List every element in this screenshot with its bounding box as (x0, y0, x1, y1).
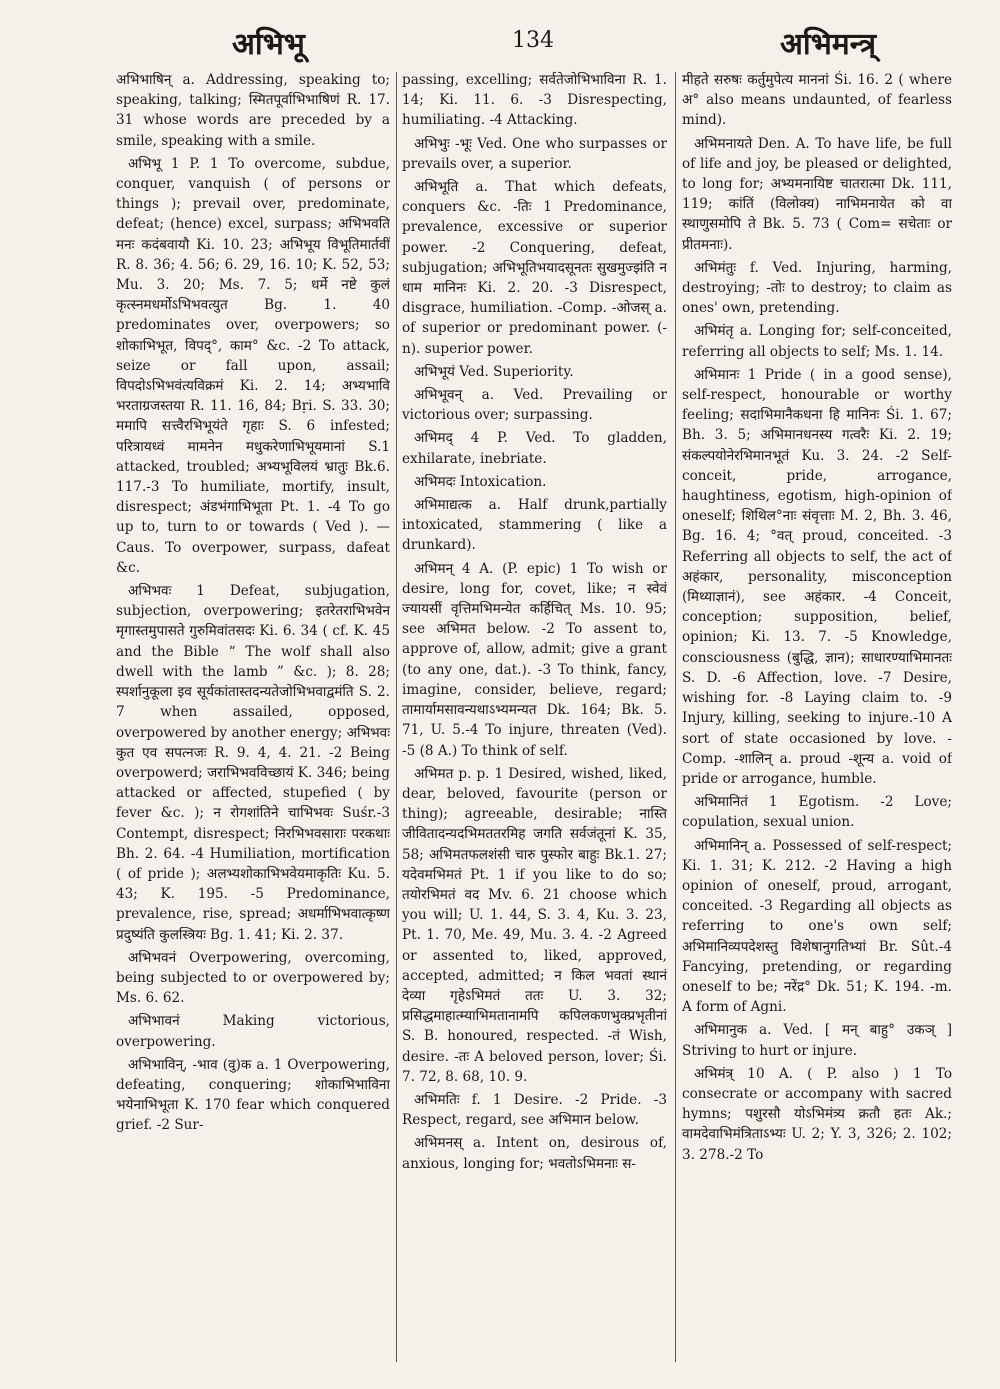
dictionary-entry: अभिमन् 4 A. (P. epic) 1 To wish or desire, long for, covet, like; न स्वेवं ज्यायसीं वृत्तिमभिमन्येत कर्हिचित् Ms. 10. 95; see अभिमत below. -2 To assent to, approve of, allow, admit; give a grant (to any one, dat.). -3 To think, fancy, imagine, consider, believe, regard; तामार्यामसावन्यथाऽभ्यमन्यत Dk. 164; Bk. 5. 71, U. 5.-4 To injure, threaten (Ved). -5 (8 A.) To think of self. (402, 560, 667, 759)
dictionary-entry: अभिभाषिन् a. Addressing, speaking to; speaking, talking; स्मितपूर्वाभिभाषिणं R. 17. 31 whose words are preceded by a smile, speaking with a smile. (116, 72, 390, 149)
dictionary-entry: अभिमतिः f. 1 Desire. -2 Pride. -3 Respect, regard, see अभिमान below. (402, 1091, 667, 1129)
dictionary-entry: अभिमत p. p. 1 Desired, wished, liked, dear, beloved, favourite (person or thing); agreeable, desirable; नास्ति जीवितादन्यदभिमततरमिह जगति सर्वजंतूनां K. 35, 58; अभिमतफलशंसी चारु पुस्फोर बाहुः Bk.1. 27; यदेवमभिमतं Pt. 1 if you like to do so; तयोरभिमतं वद Mv. 6. 21 choose which you will; U. 1. 44, S. 3. 4, Ku. 3. 23, Pt. 1. 70, Me. 49, Mu. 3. 4. -2 Agreed or assented to, liked, approved, accepted, admitted; न किल भवतां स्थानं देव्या गृहेऽभिमतं ततः U. 3. 32; प्रसिद्धमाहात्म्याभिमतानामपि कपिलकणभुक्प्रभृतीनां S. B. honoured, respected. -तं Wish, desire. -तः A beloved person, lover; Śi. 7. 72, 8. 68, 10. 9. (402, 765, 667, 1085)
dictionary-entry: passing, excelling; सर्वतेजोभिभाविना R. 1. 14; Ki. 11. 6. -3 Disrespecting, humiliating. -4 Attacking. (402, 72, 667, 129)
column-2 (402, 70, 667, 1370)
dictionary-entry: अभिभवनं Overpowering, overcoming, being subjected to or overpowered by; Ms. 6. 62. (116, 949, 390, 1007)
column-rule (675, 72, 676, 1362)
dictionary-entry: अभिमदः Intoxication. (414, 473, 547, 490)
dictionary-entry: अभिभू 1 P. 1 To overcome, subdue, conquer, vanquish ( of persons or things ); prevail over, predominate, defeat; (hence) excel, surpass; अभिभवति मनः कदंबवायौ Ki. 10. 23; अभिभूय विभूतिमार्तवीं R. 8. 36; 4. 56; 6. 29, 16. 10; K. 52, 53; Mu. 3. 20; Ms. 7. 5; धर्मे नष्टे कुलं कृत्स्नमधर्मोऽभिभवत्युत Bg. 1. 40 predominates over, overpowers; so शोकाभिभूत, विपद्°, काम° &c. -2 To attack, seize or fall upon, assail; विपदोऽभिभवंत्यविक्रमं Ki. 2. 14; अभ्यभावि भरताग्रजस्तया R. 11. 16, 84; Bṛi. S. 33. 30; ममापि सत्त्वैरभिभूयंते गृहाः S. 6 infested; परित्रायध्वं मामनेन मधुकरेणाभिभूयमानां S.1 attacked, troubled; अभ्यभूविलयं भ्रातुः Bk.6. 117.-3 To humiliate, mortify, insult, disrespect; अंडभंगाभिभूता Pt. 1. -4 To go up to, turn to or towards ( Ved ). —Caus. To overpower, surpass, dafeat &c. (116, 155, 390, 576)
right-headword: अभिमन्त्र् (780, 27, 877, 62)
dictionary-entry: अभिमंत्र् 10 A. ( P. also ) 1 To consecrate or accompany with sacred hymns; पशुरसौ योऽभिमंत्र्य क्रतौ हतः Ak.; वामदेवाभिमंत्रिताऽभ्यः U. 2; Y. 3, 326; 2. 102; 3. 278.-2 To (682, 1065, 952, 1163)
dictionary-entry: अभिमंतुः f. Ved. Injuring, harming, destroying; -तोः to destroy; to claim as ones' own, pretending. (682, 259, 952, 317)
left-headword: अभिभू (232, 27, 305, 62)
dictionary-entry: अभिभूवन् a. Ved. Prevailing or victorious over; surpassing. (402, 387, 667, 424)
column-rule (396, 72, 397, 1362)
dictionary-entry: अभिभुः -भूः Ved. One who surpasses or prevails over, a superior. (402, 135, 667, 172)
dictionary-entry: अभिभावनं Making victorious, overpowering. (116, 1013, 390, 1050)
dictionary-entry: अभिमानिन् a. Possessed of self-respect; Ki. 1. 31; K. 212. -2 Having a high opinion of oneself, proud, arrogant, conceited. -3 Regarding all objects as referring to one's own self; अभिमानिव्यपदेशस्तु विशेषानुगतिभ्यां Br. Sût.-4 Fancying, pretending, or regarding oneself to be; नरेंद्र° Dk. 51; K. 194. -m. A form of Agni. (682, 837, 952, 1016)
dictionary-entry: अभिमद् 4 P. Ved. To gladden, exhilarate, inebriate. (402, 430, 667, 467)
dictionary-entry: अभिभवः 1 Defeat, subjugation, subjection, overpowering; इतरेतराभिभवेन मृगास्तमुपासते गुरुमिवांतसदः Ki. 6. 34 ( cf. K. 45 and the Bible “ The wolf shall also dwell with the lamb ” &c. ); 8. 28; स्पर्शानुकूला इव सूर्यकांतास्तदन्यतेजोभिभवाद्वमंति S. 2. 7 when assailed, opposed, overpowered by another energy; अभिभवः कुत एव सपत्नजः R. 9. 4, 4. 21. -2 Being overpowerd; जराभिभवविच्छायं K. 346; being attacked or affected, stupefied ( by fever &c. ); न रोगशांतिने चाभिभवः Suśr.-3 Contempt, disrespect; निरभिभवसाराः परकथाः Bh. 2. 64. -4 Humiliation, mortification ( of pride ); अलभ्यशोकाभिभवेयमाकृतिः Ku. 5. 43; K. 195. -5 Predominance, prevalence, rise, spread; अधर्माभिभवात्कृष्ण प्रदुष्यंति कुलस्त्रियः Bg. 1. 41; Ki. 2. 37. (116, 583, 390, 943)
dictionary-entry: अभिभाविन्, -भाव (वु)क a. 1 Overpowering, defeating, conquering; शोकाभिभाविना भयेनाभिभूता K. 170 fear which conquered grief. -2 Sur- (116, 1056, 390, 1134)
dictionary-entry: अभिमनस् a. Intent on, desirous of, anxious, longing for; भवतोऽभिमनाः स- (402, 1135, 667, 1172)
dictionary-entry: अभिमानः 1 Pride ( in a good sense), self-respect, honourable or worthy feeling; सदाभिमानैकधना हि मानिनः Śi. 1. 67; Bh. 3. 5; अभिमानधनस्य गत्वरैः Ki. 2. 19; संकल्पयोनेरभिमानभूतं Ku. 3. 24. -2 Self-conceit, pride, arrogance, haughtiness, egotism, high-opinion of oneself; शिथिल°नाः संवृत्ताः M. 2, Bh. 3. 46, Bg. 16. 4; °वत् proud, conceited. -3 Referring all objects to self, the act of अहंकार, personality, misconception (मिथ्याज्ञानं), see अहंकार. -4 Conceit, conception; supposition, belief, opinion; Ki. 13. 7. -5 Knowledge, consciousness (बुद्धि, ज्ञान); साधारण्याभिमानतः S. D. -6 Affection, love. -7 Desire, wishing for. -8 Laying claim to. -9 Injury, killing, seeking to injure.-10 A sort of state occasioned by love. -Comp. -शालिन् a. proud -शून्य a. void of pride or arrogance, humble. (682, 366, 952, 787)
page-number: 134 (512, 28, 554, 53)
dictionary-entry: अभिमानितं 1 Egotism. -2 Love; copulation, sexual union. (682, 794, 952, 831)
dictionary-entry: अभिमाद्यत्क a. Half drunk,partially intoxicated, stammering ( like a drunkard). (402, 497, 667, 554)
dictionary-entry: अभिमानुक a. Ved. [ मन् बाहु° उकञ् ] Striving to hurt or injure. (682, 1022, 952, 1059)
column-1 (116, 70, 390, 1370)
dictionary-entry: अभिभूति a. That which defeats, conquers &c. -तिः 1 Predominance, prevalence, excessive or superior power. -2 Conquering, defeat, subjugation; अभिभूतिभयादसूनतः सुखमुज्झंति न धाम मानिनः Ki. 2. 20. -3 Disrespect, disgrace, humiliation. -Comp. -ओजस् a. of superior or predominant power. (-n). superior power. (402, 179, 667, 357)
dictionary-entry: अभिमनायते Den. A. To have life, be full of life and joy, be pleased or delighted, to long for; अभ्यमनायिष्ट चातरात्मा Dk. 111, 119; कांतिं (विलोक्य) नाभिमनायेत को वा स्थाणुसमोपि ते Bk. 5. 73 ( Com= सचेताः or प्रीतमनाः). (682, 135, 952, 253)
page-header (0, 22, 1000, 66)
dictionary-entry: अभिमंतृ a. Longing for; self-conceited, referring all objects to self; Ms. 1. 14. (682, 323, 952, 360)
column-3 (682, 70, 952, 1370)
dictionary-entry: मीहते सरुषः कर्तुमुपेत्य माननां Śi. 16. 2 ( where अ° also means undaunted, of fearless mind). (682, 72, 952, 129)
dictionary-entry: अभिभूयं Ved. Superiority. (414, 363, 574, 380)
